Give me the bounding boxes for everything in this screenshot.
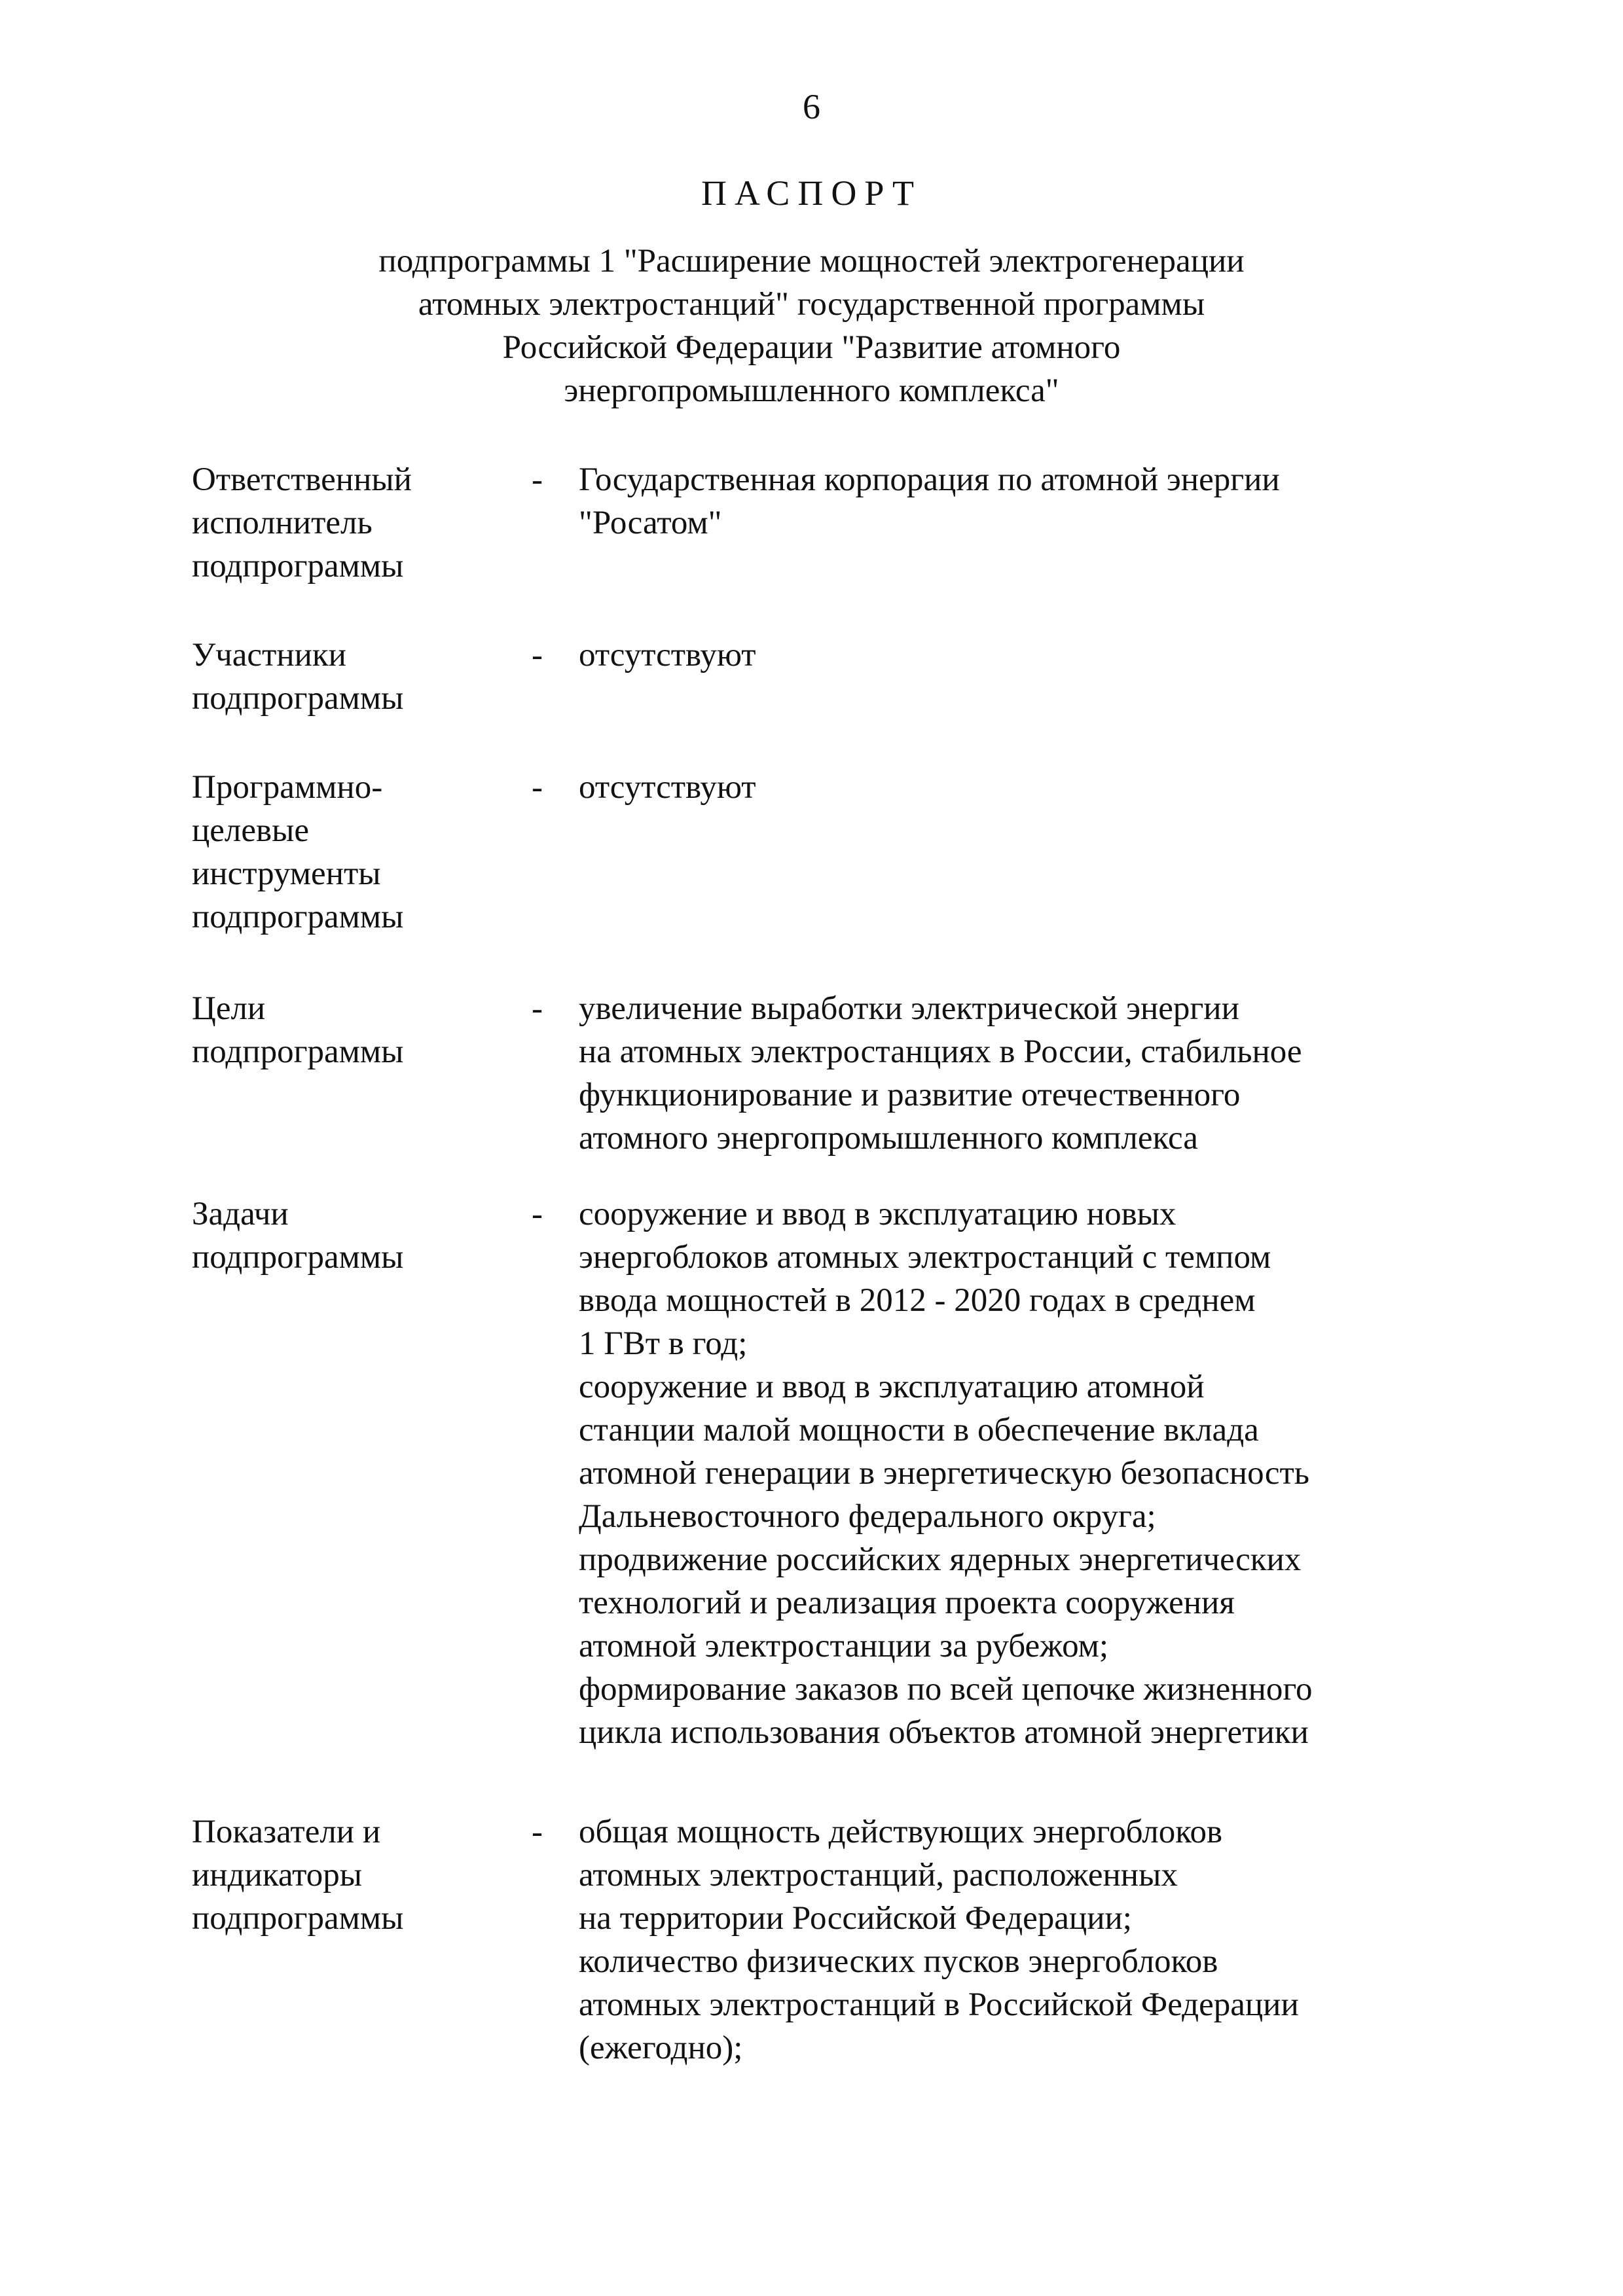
value-line: атомной генерации в энергетическую безопасность: [579, 1455, 1310, 1492]
value-line: 1 ГВт в год;: [579, 1325, 748, 1362]
row-dash: -: [532, 1196, 543, 1232]
value-line: атомных электростанций в Российской Федерации: [579, 1986, 1299, 2023]
subtitle-line: атомных электростанций" государственной программы: [418, 286, 1205, 323]
label-line: индикаторы: [192, 1857, 363, 1893]
value-line: сооружение и ввод в эксплуатацию новых: [579, 1196, 1176, 1232]
label-line: исполнитель: [192, 505, 373, 541]
value-line: функционирование и развитие отечественного: [579, 1077, 1241, 1113]
value-line: цикла использования объектов атомной энергетики: [579, 1714, 1309, 1751]
label-line: подпрограммы: [192, 899, 404, 935]
row-dash: -: [532, 1814, 543, 1850]
row-label: [192, 634, 500, 720]
value-line: технологий и реализация проекта сооружения: [579, 1585, 1235, 1621]
row-value: [579, 987, 1508, 1160]
value-line: отсутствуют: [579, 769, 756, 806]
subtitle-line: энергопромышленного комплекса": [564, 372, 1059, 409]
row-label: [192, 987, 500, 1073]
value-line: станции малой мощности в обеспечение вклада: [579, 1412, 1259, 1448]
value-line: формирование заказов по всей цепочке жизненного: [579, 1671, 1313, 1708]
value-line: Дальневосточного федерального округа;: [579, 1498, 1156, 1535]
label-line: Показатели и: [192, 1814, 381, 1850]
value-line: количество физических пусков энергоблоков: [579, 1943, 1218, 1980]
value-line: отсутствуют: [579, 637, 756, 673]
row-value: [579, 766, 1508, 809]
value-line: Государственная корпорация по атомной энергии: [579, 461, 1280, 498]
value-line: увеличение выработки электрической энергии: [579, 990, 1239, 1027]
row-label: [192, 1810, 500, 1940]
document-heading: ПАСПОРТ: [701, 173, 922, 213]
subtitle-line: Российской Федерации "Развитие атомного: [502, 329, 1121, 366]
row-dash: -: [532, 461, 543, 498]
value-line: ввода мощностей в 2012 - 2020 годах в среднем: [579, 1282, 1256, 1319]
value-line: сооружение и ввод в эксплуатацию атомной: [579, 1369, 1205, 1405]
page-number: 6: [803, 87, 820, 126]
value-line: атомной электростанции за рубежом;: [579, 1628, 1109, 1664]
document-subtitle: [0, 240, 1623, 412]
subtitle-line: подпрограммы 1 "Расширение мощностей электрогенерации: [378, 243, 1245, 279]
value-line: атомных электростанций, расположенных: [579, 1857, 1178, 1893]
label-line: подпрограммы: [192, 1239, 404, 1276]
label-line: подпрограммы: [192, 680, 404, 717]
value-line: (ежегодно);: [579, 2030, 743, 2066]
row-dash: -: [532, 769, 543, 806]
label-line: Программно-: [192, 769, 383, 806]
row-label: [192, 766, 500, 939]
row-label: [192, 458, 500, 588]
value-line: общая мощность действующих энергоблоков: [579, 1814, 1223, 1850]
row-dash: -: [532, 637, 543, 673]
label-line: Участники: [192, 637, 346, 673]
label-line: подпрограммы: [192, 1900, 404, 1937]
value-line: "Росатом": [579, 505, 722, 541]
row-value: [579, 634, 1508, 677]
label-line: подпрограммы: [192, 1033, 404, 1070]
row-dash: -: [532, 990, 543, 1027]
row-value: [579, 458, 1508, 545]
row-label: [192, 1193, 500, 1279]
value-line: на территории Российской Федерации;: [579, 1900, 1132, 1937]
label-line: Цели: [192, 990, 266, 1027]
value-line: энергоблоков атомных электростанций с темпом: [579, 1239, 1271, 1276]
value-line: на атомных электростанциях в России, стабильное: [579, 1033, 1302, 1070]
label-line: инструменты: [192, 855, 381, 892]
label-line: подпрограммы: [192, 548, 404, 584]
value-line: атомного энергопромышленного комплекса: [579, 1120, 1198, 1157]
value-line: продвижение российских ядерных энергетических: [579, 1541, 1302, 1578]
label-line: Ответственный: [192, 461, 412, 498]
label-line: Задачи: [192, 1196, 289, 1232]
row-value: [579, 1810, 1508, 2070]
label-line: целевые: [192, 812, 309, 849]
row-value: [579, 1193, 1508, 1754]
